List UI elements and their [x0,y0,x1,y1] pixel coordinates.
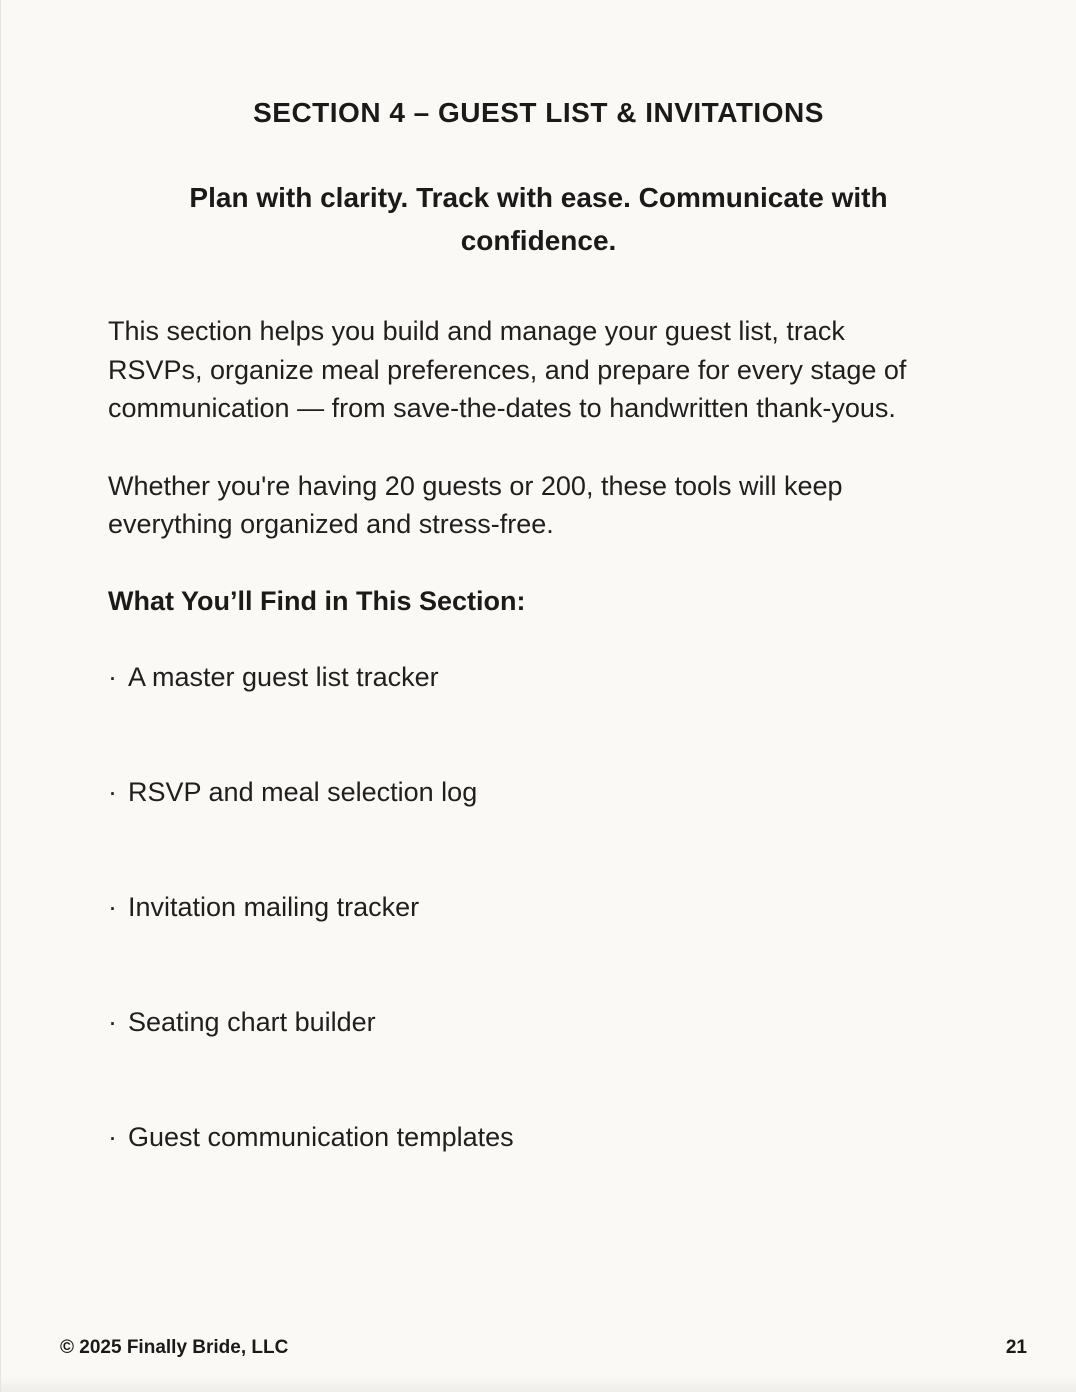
intro-paragraph: This section helps you build and manage your guest list, track RSVPs, organize meal preferences, and prepare for every stage of communication — from save-the-dates to handwritten thank-yous. [108,316,907,423]
list-item [108,1003,969,1041]
bullet-dot: · [108,661,117,692]
list-item-label: RSVP and meal selection log [128,776,478,807]
page-footer [60,1337,1027,1359]
secondary-paragraph: Whether you're having 20 guests or 200, these tools will keep everything organized and stress-free. [108,470,843,539]
section-title: SECTION 4 – GUEST LIST & INVITATIONS [253,97,824,128]
section-tagline: Plan with clarity. Track with ease. Communicate with confidence. [189,182,888,256]
bullet-dot: · [108,891,117,922]
list-item [108,658,969,696]
copyright-text: © 2025 Finally Bride, LLC [60,1337,289,1358]
bullet-dot: · [108,776,117,807]
list-item-label: Seating chart builder [128,1006,376,1037]
list-heading: What You’ll Find in This Section: [108,585,526,616]
section-contents-list [108,658,969,1156]
page-content [1,0,1076,1156]
page-number: 21 [1005,1337,1027,1358]
list-item-label: Invitation mailing tracker [128,891,420,922]
list-item [108,773,969,811]
list-item-label: A master guest list tracker [128,661,439,692]
list-item [108,888,969,926]
list-item-label: Guest communication templates [128,1121,514,1152]
bullet-dot: · [108,1006,117,1037]
list-item [108,1118,969,1156]
bullet-dot: · [108,1121,117,1152]
